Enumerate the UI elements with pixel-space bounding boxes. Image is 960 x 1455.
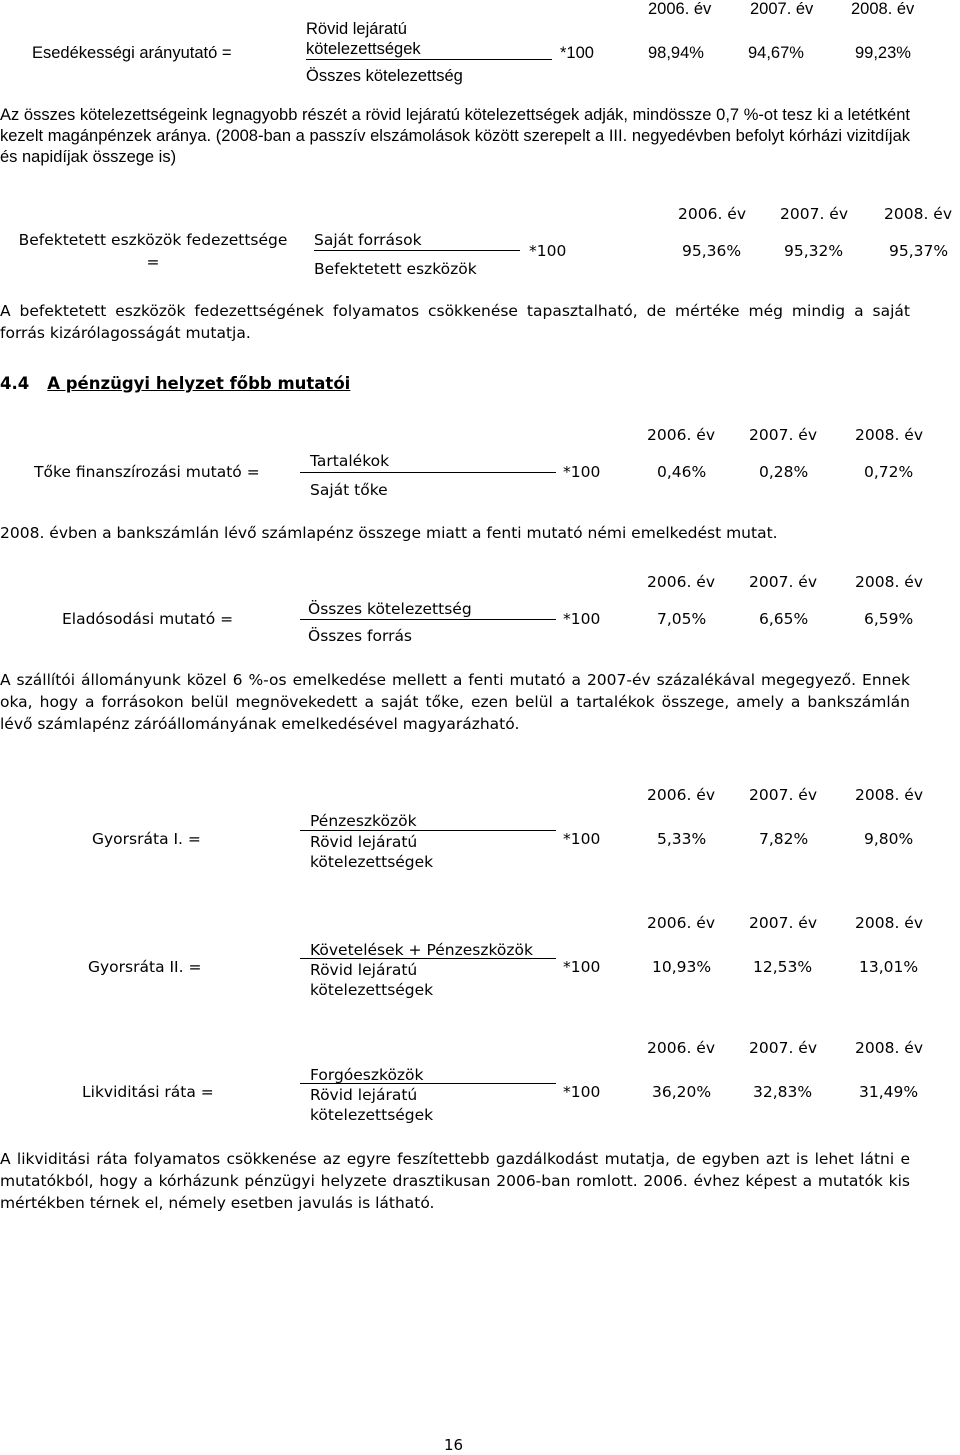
year-header: 2006. év: [678, 205, 747, 223]
ratio-label: Esedékességi arányutató =: [32, 44, 232, 62]
ratio-denominator-line: Befektetett eszközök: [314, 260, 477, 278]
ratio-numerator-line: Pénzeszközök: [310, 812, 417, 830]
ratio-multiplier: *100: [563, 1083, 601, 1101]
ratio-label: Likviditási ráta =: [82, 1083, 214, 1101]
ratio-numerator-line: Összes kötelezettség: [308, 600, 472, 618]
paragraph: A likviditási ráta folyamatos csökkenése az egyre feszítettebb gazdálkodást mutatja, de egyben azt is lehet látni e mutatókból, hogy a kórházunk pénzügyi helyzete drasztikusan 2006-ban romlott. 2006. évhez képest a mutatók kis mértékben térnek el, némely esetben javulás is látható.: [0, 1150, 910, 1212]
ratio-value: 7,82%: [759, 830, 809, 848]
year-header: 2008. év: [855, 1039, 924, 1057]
ratio-value: 0,72%: [864, 463, 914, 481]
ratio-denominator-line: Összes forrás: [308, 627, 413, 645]
year-header: 2008. év: [855, 914, 924, 932]
year-header: 2008. év: [855, 786, 924, 804]
ratio-value: 13,01%: [859, 958, 919, 976]
ratio-numerator-line: kötelezettségek: [306, 40, 421, 58]
ratio-value: 0,28%: [759, 463, 809, 481]
fraction-bar: [300, 619, 556, 620]
ratio-value: 36,20%: [652, 1083, 712, 1101]
ratio-value: 5,33%: [657, 830, 707, 848]
ratio-denominator-line: kötelezettségek: [310, 981, 434, 999]
year-header: 2006. év: [647, 1039, 716, 1057]
ratio-value: 6,59%: [864, 610, 914, 628]
paragraph: 2008. évben a bankszámlán lévő számlapénz összege miatt a fenti mutató némi emelkedést mutat.: [0, 524, 778, 542]
ratio-value: 99,23%: [855, 44, 911, 62]
ratio-denominator-line: Rövid lejáratú: [310, 833, 418, 851]
section-heading: [0, 374, 350, 393]
ratio-value: 0,46%: [657, 463, 707, 481]
year-header: 2008. év: [855, 573, 924, 591]
ratio-label: Gyorsráta I. =: [92, 830, 201, 848]
ratio-value: 95,32%: [784, 242, 844, 260]
year-header: 2006. év: [648, 0, 712, 18]
ratio-value: 9,80%: [864, 830, 914, 848]
ratio-label: Gyorsráta II. =: [88, 958, 202, 976]
ratio-multiplier: *100: [563, 463, 601, 481]
ratio-value: 94,67%: [748, 44, 804, 62]
fraction-bar: [300, 472, 556, 473]
section-title: A pénzügyi helyzet főbb mutatói: [47, 374, 351, 393]
ratio-denominator-line: Rövid lejáratú: [310, 961, 418, 979]
year-header: 2007. év: [749, 426, 818, 444]
ratio-multiplier: *100: [563, 958, 601, 976]
ratio-value: 31,49%: [859, 1083, 919, 1101]
year-header: 2006. év: [647, 786, 716, 804]
ratio-multiplier: *100: [560, 44, 594, 62]
ratio-value: 32,83%: [753, 1083, 813, 1101]
ratio-label: Eladósodási mutató =: [62, 610, 234, 628]
year-header: 2006. év: [647, 914, 716, 932]
ratio-value: 95,36%: [682, 242, 742, 260]
fraction-bar: [300, 1083, 556, 1084]
year-header: 2007. év: [749, 573, 818, 591]
ratio-label: =: [146, 253, 160, 271]
ratio-denominator-line: kötelezettségek: [310, 1106, 434, 1124]
page-number: 16: [444, 1436, 464, 1454]
paragraph: A befektetett eszközök fedezettségének folyamatos csökkenése tapasztalható, de mértéke még mindig a saját forrás kizárólagosságát mutatja.: [0, 302, 910, 342]
ratio-label: Tőke finanszírozási mutató =: [34, 463, 260, 481]
ratio-numerator-line: Követelések + Pénzeszközök: [310, 941, 534, 959]
ratio-numerator-line: Rövid lejáratú: [306, 20, 407, 38]
ratio-numerator-line: Forgóeszközök: [310, 1066, 424, 1084]
fraction-bar: [300, 958, 556, 959]
year-header: 2008. év: [884, 205, 953, 223]
ratio-value: 95,37%: [889, 242, 949, 260]
fraction-bar: [300, 830, 556, 831]
ratio-denominator-line: Rövid lejáratú: [310, 1086, 418, 1104]
ratio-denominator-line: Összes kötelezettség: [306, 67, 463, 85]
ratio-numerator-line: Tartalékok: [310, 452, 390, 470]
ratio-value: 12,53%: [753, 958, 813, 976]
year-header: 2007. év: [749, 1039, 818, 1057]
ratio-label: Befektetett eszközök fedezettsége: [18, 231, 288, 249]
ratio-multiplier: *100: [529, 242, 567, 260]
ratio-value: 10,93%: [652, 958, 712, 976]
ratio-value: 6,65%: [759, 610, 809, 628]
section-number: 4.4: [0, 374, 30, 393]
ratio-denominator-line: kötelezettségek: [310, 853, 434, 871]
fraction-bar: [306, 59, 552, 60]
ratio-value: 7,05%: [657, 610, 707, 628]
ratio-denominator-line: Saját tőke: [310, 481, 388, 499]
year-header: 2007. év: [780, 205, 849, 223]
fraction-bar: [314, 250, 520, 251]
paragraph: Az összes kötelezettségeink legnagyobb részét a rövid lejáratú kötelezettségek adják, mindössze 0,7 %-ot tesz ki a letétként kezelt magánpénzek aránya. (2008-ban a passzív elszámolások között szerepelt a III. negyedévben befolyt kórházi vizitdíjak és napidíjak összege is): [0, 106, 910, 166]
year-header: 2006. év: [647, 573, 716, 591]
year-header: 2007. év: [749, 914, 818, 932]
paragraph: A szállítói állományunk közel 6 %-os emelkedése mellett a fenti mutató a 2007-év százalékával megegyező. Ennek oka, hogy a forrásokon belül megnövekedett a saját tőke, ezen belül a tartalékok összege, amely a bankszámlán lévő számlapénz záróállományának emelkedésével magyarázható.: [0, 671, 910, 733]
ratio-value: 98,94%: [648, 44, 704, 62]
ratio-multiplier: *100: [563, 830, 601, 848]
year-header: 2008. év: [851, 0, 915, 18]
year-header: 2008. év: [855, 426, 924, 444]
year-header: 2007. év: [749, 786, 818, 804]
ratio-numerator-line: Saját források: [314, 231, 422, 249]
ratio-multiplier: *100: [563, 610, 601, 628]
year-header: 2006. év: [647, 426, 716, 444]
year-header: 2007. év: [750, 0, 814, 18]
